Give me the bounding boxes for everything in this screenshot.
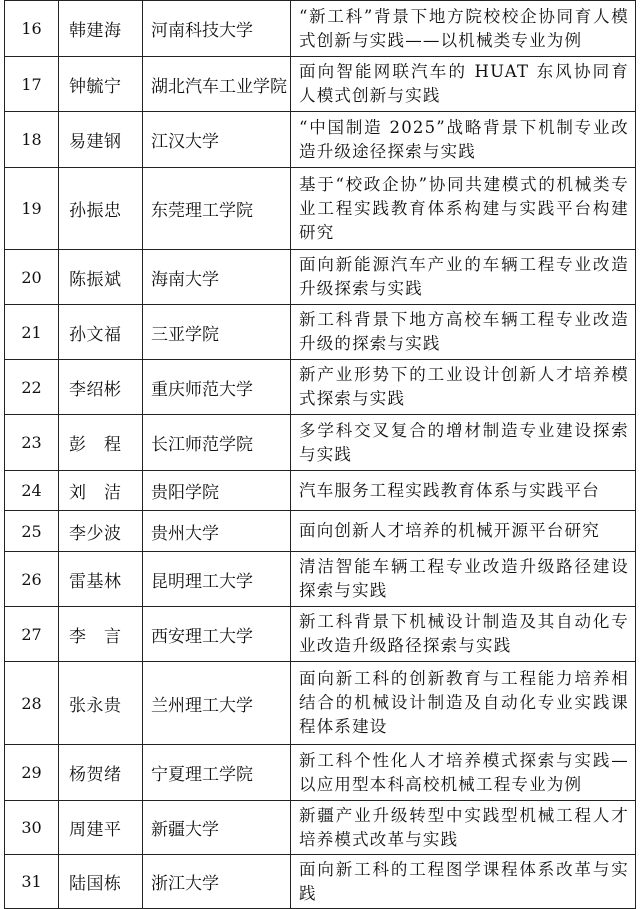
- applicant-name: 孙振忠: [59, 168, 143, 250]
- project-title: 面向智能网联汽车的 HUAT 东风协同育人模式创新与实践: [291, 57, 636, 112]
- institution-name: 宁夏理工学院: [143, 745, 291, 801]
- row-number: 20: [5, 250, 59, 305]
- institution-name: 三亚学院: [143, 305, 291, 360]
- institution-name: 湖北汽车工业学院: [143, 57, 291, 112]
- row-number: 30: [5, 801, 59, 855]
- applicant-name: 易建钢: [59, 112, 143, 168]
- table-row: [5, 57, 636, 112]
- applicant-name: 杨贺绪: [59, 745, 143, 801]
- project-title: 面向新工科的工程图学课程体系改革与实践: [291, 855, 636, 909]
- applicant-name: 李绍彬: [59, 360, 143, 415]
- table-row: [5, 801, 636, 855]
- applicant-name: 韩建海: [59, 1, 143, 57]
- project-title: 汽车服务工程实践教育体系与实践平台: [291, 471, 636, 511]
- table-row: [5, 471, 636, 511]
- project-title: 基于“校政企协”协同共建模式的机械类专业工程实践教育体系构建与实践平台构建研究: [291, 168, 636, 250]
- table-row: [5, 662, 636, 745]
- applicant-name: 刘 洁: [59, 471, 143, 511]
- row-number: 29: [5, 745, 59, 801]
- table-row: [5, 855, 636, 909]
- table-row: [5, 168, 636, 250]
- applicant-name: 李少波: [59, 511, 143, 552]
- institution-name: 海南大学: [143, 250, 291, 305]
- row-number: 25: [5, 511, 59, 552]
- project-title: 新工科个性化人才培养模式探索与实践—以应用型本科高校机械工程专业为例: [291, 745, 636, 801]
- project-title: 新工科背景下机械设计制造及其自动化专业改造升级路径探索与实践: [291, 607, 636, 662]
- project-title: 多学科交叉复合的增材制造专业建设探索与实践: [291, 415, 636, 471]
- table-row: [5, 112, 636, 168]
- row-number: 19: [5, 168, 59, 250]
- project-list-table: [4, 0, 636, 909]
- table-row: [5, 250, 636, 305]
- project-title: “新工科”背景下地方院校校企协同育人模式创新与实践——以机械类专业为例: [291, 1, 636, 57]
- row-number: 26: [5, 552, 59, 607]
- applicant-name: 李 言: [59, 607, 143, 662]
- applicant-name: 陈振斌: [59, 250, 143, 305]
- applicant-name: 孙文福: [59, 305, 143, 360]
- institution-name: 江汉大学: [143, 112, 291, 168]
- table-row: [5, 360, 636, 415]
- institution-name: 长江师范学院: [143, 415, 291, 471]
- institution-name: 浙江大学: [143, 855, 291, 909]
- project-title: 面向新能源汽车产业的车辆工程专业改造升级探索与实践: [291, 250, 636, 305]
- table-row: [5, 745, 636, 801]
- row-number: 16: [5, 1, 59, 57]
- table-row: [5, 511, 636, 552]
- table-row: [5, 607, 636, 662]
- institution-name: 重庆师范大学: [143, 360, 291, 415]
- row-number: 21: [5, 305, 59, 360]
- applicant-name: 钟毓宁: [59, 57, 143, 112]
- institution-name: 贵州大学: [143, 511, 291, 552]
- table-body: [5, 1, 636, 909]
- project-title: 面向创新人才培养的机械开源平台研究: [291, 511, 636, 552]
- institution-name: 贵阳学院: [143, 471, 291, 511]
- institution-name: 兰州理工大学: [143, 662, 291, 745]
- row-number: 22: [5, 360, 59, 415]
- institution-name: 河南科技大学: [143, 1, 291, 57]
- table-row: [5, 552, 636, 607]
- applicant-name: 张永贵: [59, 662, 143, 745]
- project-title: 新疆产业升级转型中实践型机械工程人才培养模式改革与实践: [291, 801, 636, 855]
- row-number: 28: [5, 662, 59, 745]
- row-number: 17: [5, 57, 59, 112]
- project-title: “中国制造 2025”战略背景下机制专业改造升级途径探索与实践: [291, 112, 636, 168]
- institution-name: 新疆大学: [143, 801, 291, 855]
- row-number: 27: [5, 607, 59, 662]
- table-row: [5, 1, 636, 57]
- applicant-name: 陆国栋: [59, 855, 143, 909]
- project-title: 新产业形势下的工业设计创新人才培养模式探索与实践: [291, 360, 636, 415]
- project-title: 清洁智能车辆工程专业改造升级路径建设探索与实践: [291, 552, 636, 607]
- applicant-name: 周建平: [59, 801, 143, 855]
- institution-name: 东莞理工学院: [143, 168, 291, 250]
- row-number: 24: [5, 471, 59, 511]
- row-number: 18: [5, 112, 59, 168]
- row-number: 23: [5, 415, 59, 471]
- institution-name: 昆明理工大学: [143, 552, 291, 607]
- row-number: 31: [5, 855, 59, 909]
- applicant-name: 雷基林: [59, 552, 143, 607]
- project-title: 面向新工科的创新教育与工程能力培养相结合的机械设计制造及自动化专业实践课程体系建设: [291, 662, 636, 745]
- project-title: 新工科背景下地方高校车辆工程专业改造升级的探索与实践: [291, 305, 636, 360]
- institution-name: 西安理工大学: [143, 607, 291, 662]
- table-row: [5, 305, 636, 360]
- table-row: [5, 415, 636, 471]
- applicant-name: 彭 程: [59, 415, 143, 471]
